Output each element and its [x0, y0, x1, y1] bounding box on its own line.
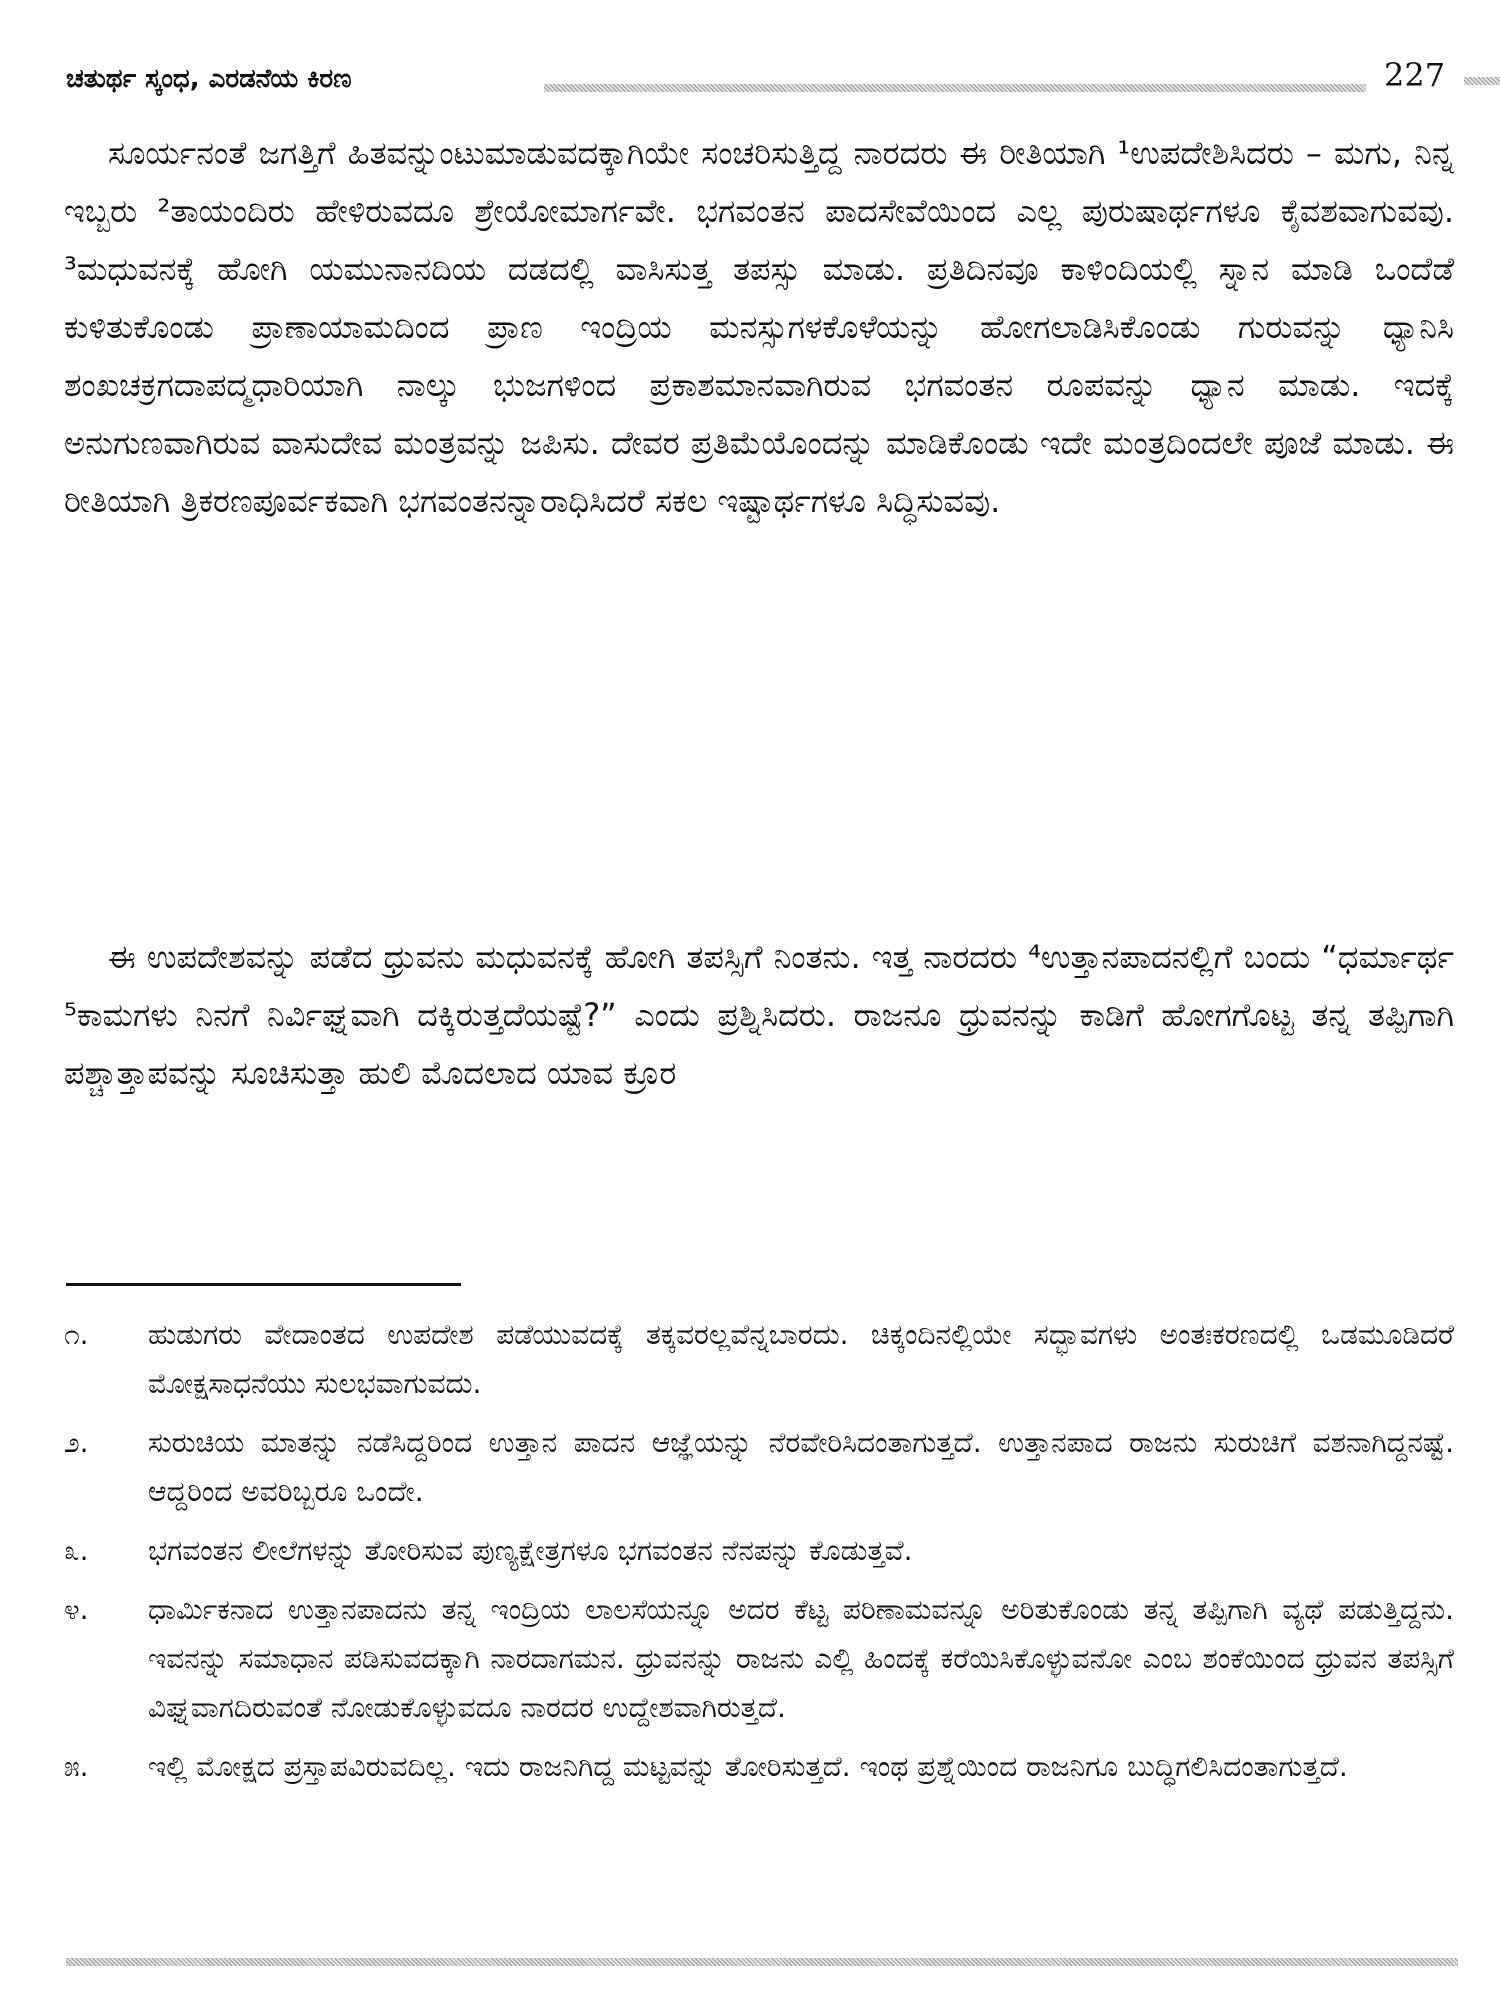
header-rule-right [1464, 77, 1500, 85]
footnote-number: ೪. [64, 1593, 89, 1626]
page-number: 227 [1384, 56, 1446, 94]
footnote-2 [64, 1418, 1454, 1516]
body-paragraph-2: ಈ ಉಪದೇಶವನ್ನು ಪಡೆದ ಧ್ರುವನು ಮಧುವನಕ್ಕೆ ಹೋಗಿ ತಪಸ್ಸಿಗೆ ನಿಂತನು. ಇತ್ತ ನಾರದರು ⁴ಉತ್ತಾನಪಾದನಲ್ಲಿಗೆ ಬಂದು “ಧರ್ಮಾರ್ಥ ⁵ಕಾಮಗಳು ನಿನಗೆ ನಿರ್ವಿಘ್ನವಾಗಿ ದಕ್ಕಿರುತ್ತದೆಯಷ್ಟೆ?” ಎಂದು ಪ್ರಶ್ನಿಸಿದರು. ರಾಜನೂ ಧ್ರುವನನ್ನು ಕಾಡಿಗೆ ಹೋಗಗೊಟ್ಟ ತನ್ನ ತಪ್ಪಿಗಾಗಿ ಪಶ್ಚಾತ್ತಾಪವನ್ನು ಸೂಚಿಸುತ್ತಾ ಹುಲಿ ಮೊದಲಾದ ಯಾವ ಕ್ರೂರ [64, 938, 1454, 1092]
body-paragraph-1: ಸೂರ್ಯನಂತೆ ಜಗತ್ತಿಗೆ ಹಿತವನ್ನುಂಟುಮಾಡುವದಕ್ಕಾಗಿಯೇ ಸಂಚರಿಸುತ್ತಿದ್ದ ನಾರದರು ಈ ರೀತಿಯಾಗಿ ¹ಉಪದೇಶಿಸಿದರು – ಮಗು, ನಿನ್ನ ಇಬ್ಬರು ²ತಾಯಂದಿರು ಹೇಳಿರುವದೂ ಶ್ರೇಯೋಮಾರ್ಗವೇ. ಭಗವಂತನ ಪಾದಸೇವೆಯಿಂದ ಎಲ್ಲ ಪುರುಷಾರ್ಥಗಳೂ ಕೈವಶವಾಗುವವು. ³ಮಧುವನಕ್ಕೆ ಹೋಗಿ ಯಮುನಾನದಿಯ ದಡದಲ್ಲಿ ವಾಸಿಸುತ್ತ ತಪಸ್ಸು ಮಾಡು. ಪ್ರತಿದಿನವೂ ಕಾಳಿಂದಿಯಲ್ಲಿ ಸ್ನಾನ ಮಾಡಿ ಒಂದೆಡೆ ಕುಳಿತುಕೊಂಡು ಪ್ರಾಣಾಯಾಮದಿಂದ ಪ್ರಾಣ ಇಂದ್ರಿಯ ಮನಸ್ಸುಗಳಕೊಳೆಯನ್ನು ಹೋಗಲಾಡಿಸಿಕೊಂಡು ಗುರುವನ್ನು ಧ್ಯಾನಿಸಿ ಶಂಖಚಕ್ರಗದಾಪದ್ಮಧಾರಿಯಾಗಿ ನಾಲ್ಕು ಭುಜಗಳಿಂದ ಪ್ರಕಾಶಮಾನವಾಗಿರುವ ಭಗವಂತನ ರೂಪವನ್ನು ಧ್ಯಾನ ಮಾಡು. ಇದಕ್ಕೆ ಅನುಗುಣವಾಗಿರುವ ವಾಸುದೇವ ಮಂತ್ರವನ್ನು ಜಪಿಸು. ದೇವರ ಪ್ರತಿಮೆಯೊಂದನ್ನು ಮಾಡಿಕೊಂಡು ಇದೇ ಮಂತ್ರದಿಂದಲೇ ಪೂಜೆ ಮಾಡು. ಈ ರೀತಿಯಾಗಿ ತ್ರಿಕರಣಪೂರ್ವಕವಾಗಿ ಭಗವಂತನನ್ನಾರಾಧಿಸಿದರೆ ಸಕಲ ಇಷ್ಟಾರ್ಥಗಳೂ ಸಿದ್ಧಿಸುವವು. [64, 134, 1454, 520]
footnote-1 [64, 1310, 1454, 1408]
footnote-5 [64, 1742, 1454, 1791]
footnote-text: ಇಲ್ಲಿ ಮೋಕ್ಷದ ಪ್ರಸ್ತಾಪವಿರುವದಿಲ್ಲ. ಇದು ರಾಜನಿಗಿದ್ದ ಮಟ್ಟವನ್ನು ತೋರಿಸುತ್ತದೆ. ಇಂಥ ಪ್ರಶ್ನೆಯಿಂದ ರಾಜನಿಗೂ ಬುದ್ಧಿಗಲಿಸಿದಂತಾಗುತ್ತದೆ. [148, 1750, 1348, 1783]
footnote-3 [64, 1526, 1454, 1575]
footnote-4 [64, 1585, 1454, 1732]
footnotes [64, 1310, 1454, 1801]
footer-rule [66, 1958, 1458, 1966]
footnote-number: ೨. [64, 1426, 89, 1459]
footnote-text: ಸುರುಚಿಯ ಮಾತನ್ನು ನಡೆಸಿದ್ದರಿಂದ ಉತ್ತಾನ ಪಾದನ ಆಜ್ಞೆಯನ್ನು ನೆರವೇರಿಸಿದಂತಾಗುತ್ತದೆ. ಉತ್ತಾನಪಾದ ರಾಜನು ಸುರುಚಿಗೆ ವಶನಾಗಿದ್ದನಷ್ಟೆ. ಆದ್ದರಿಂದ ಅವರಿಬ್ಬರೂ ಒಂದೇ. [148, 1426, 1454, 1508]
footnote-separator [66, 1283, 461, 1286]
chapter-title: ಚತುರ್ಥ ಸ್ಕಂಧ, ಎರಡನೆಯ ಕಿರಣ [66, 64, 352, 94]
footnote-text: ಹುಡುಗರು ವೇದಾಂತದ ಉಪದೇಶ ಪಡೆಯುವದಕ್ಕೆ ತಕ್ಕವರಲ್ಲವೆನ್ನಬಾರದು. ಚಿಕ್ಕಂದಿನಲ್ಲಿಯೇ ಸದ್ಭಾವಗಳು ಅಂತಃಕರಣದಲ್ಲಿ ಒಡಮೂಡಿದರೆ ಮೋಕ್ಷಸಾಧನೆಯು ಸುಲಭವಾಗುವದು. [148, 1318, 1454, 1400]
footnote-number: ೫. [64, 1750, 89, 1783]
footnote-number: ೩. [64, 1534, 89, 1567]
footnote-text: ಭಗವಂತನ ಲೀಲೆಗಳನ್ನು ತೋರಿಸುವ ಪುಣ್ಯಕ್ಷೇತ್ರಗಳೂ ಭಗವಂತನ ನೆನಪನ್ನು ಕೊಡುತ್ತವೆ. [148, 1534, 913, 1567]
footnote-number: ೧. [64, 1318, 89, 1351]
footnote-text: ಧಾರ್ಮಿಕನಾದ ಉತ್ತಾನಪಾದನು ತನ್ನ ಇಂದ್ರಿಯ ಲಾಲಸೆಯನ್ನೂ ಅದರ ಕೆಟ್ಟ ಪರಿಣಾಮವನ್ನೂ ಅರಿತುಕೊಂಡು ತನ್ನ ತಪ್ಪಿಗಾಗಿ ವ್ಯಥೆ ಪಡುತ್ತಿದ್ದನು. ಇವನನ್ನು ಸಮಾಧಾನ ಪಡಿಸುವದಕ್ಕಾಗಿ ನಾರದಾಗಮನ. ಧ್ರುವನನ್ನು ರಾಜನು ಎಲ್ಲಿ ಹಿಂದಕ್ಕೆ ಕರೆಯಿಸಿಕೊಳ್ಳುವನೋ ಎಂಬ ಶಂಕೆಯಿಂದ ಧ್ರುವನ ತಪಸ್ಸಿಗೆ ವಿಘ್ನವಾಗದಿರುವಂತೆ ನೋಡುಕೊಳ್ಳುವದೂ ನಾರದರ ಉದ್ದೇಶವಾಗಿರುತ್ತದೆ. [148, 1593, 1454, 1724]
header-rule-left [544, 84, 1366, 92]
running-header [66, 56, 1458, 102]
